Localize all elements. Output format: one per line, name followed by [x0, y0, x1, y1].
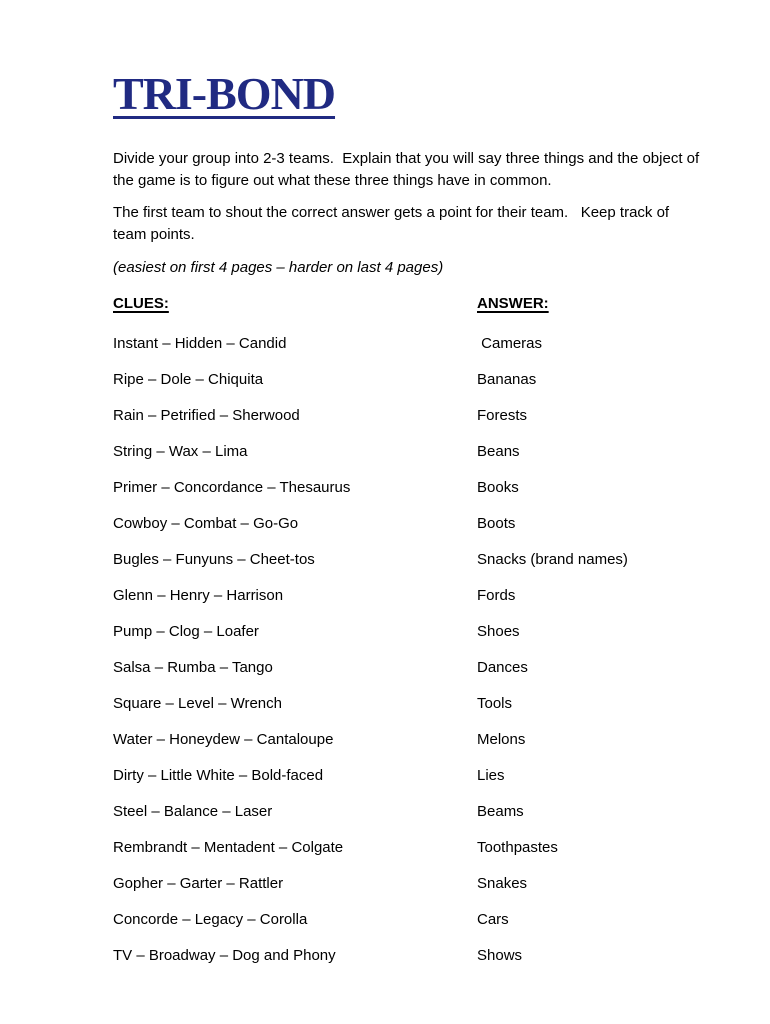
table-row [113, 945, 705, 967]
table-row [113, 909, 705, 931]
answer-cell: Beans [477, 443, 520, 460]
clue-cell: Dirty – Little White – Bold-faced [113, 767, 324, 784]
clue-cell: Bugles – Funyuns – Cheet-tos [113, 551, 315, 568]
table-row [113, 765, 705, 787]
clues-column-header: CLUES: [113, 295, 169, 312]
clue-answer-list [113, 333, 705, 967]
answer-cell: Lies [477, 767, 505, 784]
table-row [113, 693, 705, 715]
table-row [113, 657, 705, 679]
answer-cell: Shoes [477, 623, 520, 640]
answer-cell: Snacks (brand names) [477, 551, 628, 568]
clue-cell: Square – Level – Wrench [113, 695, 282, 712]
clue-cell: TV – Broadway – Dog and Phony [113, 947, 336, 964]
clue-cell: Salsa – Rumba – Tango [113, 659, 273, 676]
clue-cell: Pump – Clog – Loafer [113, 623, 259, 640]
answer-cell: Tools [477, 695, 513, 712]
answer-cell: Shows [477, 947, 523, 964]
clue-cell: Ripe – Dole – Chiquita [113, 371, 264, 388]
table-row [113, 621, 705, 643]
clue-cell: Instant – Hidden – Candid [113, 335, 287, 352]
answer-column-header: ANSWER: [477, 295, 549, 312]
page-title: TRI-BOND [113, 68, 336, 119]
table-row [113, 585, 705, 607]
answer-cell: Snakes [477, 875, 528, 892]
answer-cell: Beams [477, 803, 524, 820]
clue-cell: Primer – Concordance – Thesaurus [113, 479, 351, 496]
answer-cell: Bananas [477, 371, 537, 388]
clue-cell: Concorde – Legacy – Corolla [113, 911, 308, 928]
difficulty-note: (easiest on first 4 pages – harder on last 4 pages) [113, 259, 444, 276]
clue-cell: Cowboy – Combat – Go-Go [113, 515, 299, 532]
answer-cell: Cars [477, 911, 509, 928]
intro-paragraph-2: The first team to shout the correct answer gets a point for their team. Keep track of team points. [113, 204, 674, 243]
table-row [113, 837, 705, 859]
clue-cell: Water – Honeydew – Cantaloupe [113, 731, 334, 748]
clue-cell: Rembrandt – Mentadent – Colgate [113, 839, 344, 856]
answer-cell: Books [477, 479, 519, 496]
answer-cell: Toothpastes [477, 839, 558, 856]
table-row [113, 405, 705, 427]
clue-cell: Rain – Petrified – Sherwood [113, 407, 300, 424]
clue-cell: Glenn – Henry – Harrison [113, 587, 284, 604]
clue-cell: Steel – Balance – Laser [113, 803, 273, 820]
intro-paragraph-1: Divide your group into 2-3 teams. Explain that you will say three things and the object of the game is to figure out what these three things have in common. [113, 150, 704, 189]
answer-cell: Boots [477, 515, 516, 532]
table-row [113, 333, 705, 355]
answer-cell: Cameras [477, 335, 543, 352]
answer-cell: Forests [477, 407, 528, 424]
clue-cell: String – Wax – Lima [113, 443, 248, 460]
answer-cell: Fords [477, 587, 516, 604]
answer-cell: Melons [477, 731, 526, 748]
table-row [113, 513, 705, 535]
table-row [113, 729, 705, 751]
table-row [113, 549, 705, 571]
table-row [113, 477, 705, 499]
table-header-row [113, 293, 705, 315]
table-row [113, 441, 705, 463]
answer-cell: Dances [477, 659, 528, 676]
clue-cell: Gopher – Garter – Rattler [113, 875, 284, 892]
table-row [113, 801, 705, 823]
table-row [113, 369, 705, 391]
table-row [113, 873, 705, 895]
